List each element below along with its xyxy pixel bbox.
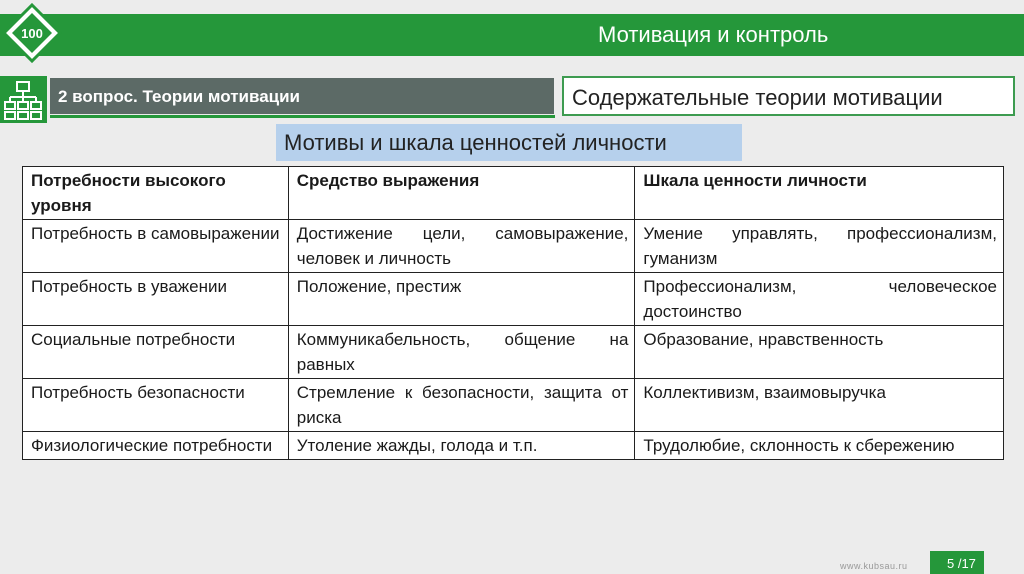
section-title-box xyxy=(562,76,1015,116)
page-title: Мотивация и контроль xyxy=(598,22,829,47)
table-cell: Утоление жажды, голода и т.п. xyxy=(288,432,635,460)
table-cell: Трудолюбие, склонность к сбережению xyxy=(635,432,1004,460)
column-header: Шкала ценности личности xyxy=(635,167,1004,220)
question-label: 2 вопрос. Теории мотивации xyxy=(58,87,301,106)
table-row xyxy=(23,379,1004,432)
table-cell: Стремление к безопасности, защита от риска xyxy=(288,379,635,432)
table-cell: Профессионализм, человеческое достоинство xyxy=(635,273,1004,326)
header-bar xyxy=(0,14,1024,56)
question-underline xyxy=(50,115,555,118)
table-header-row xyxy=(23,167,1004,220)
motivation-table xyxy=(22,166,1004,460)
page-number-box xyxy=(930,551,984,574)
subtitle-box xyxy=(276,124,742,161)
column-header: Средство выражения xyxy=(288,167,635,220)
logo xyxy=(2,3,62,63)
hierarchy-icon xyxy=(0,76,47,123)
table-cell: Достижение цели, самовыражение, человек и личность xyxy=(288,220,635,273)
table-row xyxy=(23,273,1004,326)
column-header: Потребности высокого уровня xyxy=(23,167,289,220)
table-cell: Потребность безопасности xyxy=(23,379,289,432)
table-row xyxy=(23,432,1004,460)
table-cell: Физиологические потребности xyxy=(23,432,289,460)
table-cell: Умение управлять, профессионализм, гуманизм xyxy=(635,220,1004,273)
table-cell: Положение, престиж xyxy=(288,273,635,326)
table-cell: Потребность в уважении xyxy=(23,273,289,326)
page-number: 5 /17 xyxy=(947,556,976,571)
table-cell: Коллективизм, взаимовыручка xyxy=(635,379,1004,432)
table-cell: Образование, нравственность xyxy=(635,326,1004,379)
footer-url: www.kubsau.ru xyxy=(840,561,908,571)
subtitle: Мотивы и шкала ценностей личности xyxy=(284,130,667,155)
table-cell: Социальные потребности xyxy=(23,326,289,379)
section-title: Содержательные теории мотивации xyxy=(572,85,943,110)
table-row xyxy=(23,220,1004,273)
table-cell: Коммуникабельность, общение на равных xyxy=(288,326,635,379)
table-cell: Потребность в самовыражении xyxy=(23,220,289,273)
logo-text: 100 xyxy=(21,26,43,41)
table-row xyxy=(23,326,1004,379)
